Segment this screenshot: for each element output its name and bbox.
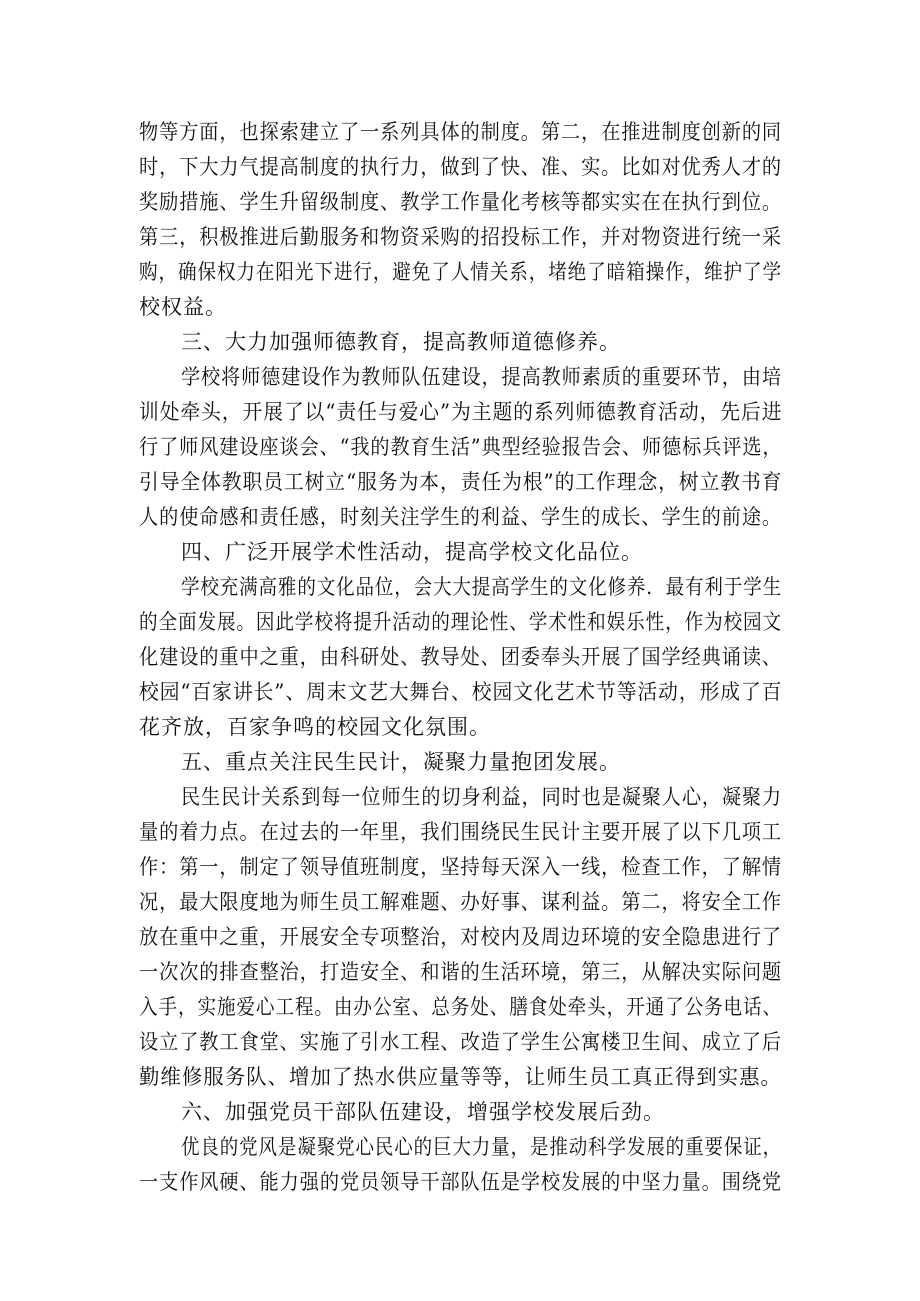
section-heading: 四、广泛开展学术性活动，提高学校文化品位。 — [181, 540, 643, 564]
text-line: 奖励措施、学生升留级制度、教学工作量化考核等都实实在在执行到位。 — [139, 190, 783, 214]
text-line: 放在重中之重，开展安全专项整治，对校内及周边环境的安全隐患进行了 — [139, 925, 783, 949]
text-line: 设立了教工食堂、实施了引水工程、改造了学生公寓楼卫生间、成立了后 — [139, 1030, 783, 1054]
text-line: 行了师风建设座谈会、“我的教育生活”典型经验报告会、师德标兵评选， — [139, 435, 783, 459]
text-line: 购，确保权力在阳光下进行，避免了人情关系，堵绝了暗箱操作，维护了学 — [139, 260, 783, 284]
text-line: 时，下大力气提高制度的执行力，做到了快、准、实。比如对优秀人才的 — [139, 155, 783, 179]
text-line: 校权益。 — [139, 295, 227, 319]
text-line: 况，最大限度地为师生员工解难题、办好事、谋利益。第二，将安全工作 — [139, 890, 783, 914]
text-line: 第三，积极推进后勤服务和物资采购的招投标工作，并对物资进行统一采 — [139, 225, 783, 249]
section-heading: 六、加强党员干部队伍建设，增强学校发展后劲。 — [181, 1100, 665, 1124]
section-heading: 三、大力加强师德教育，提高教师道德修养。 — [181, 330, 621, 354]
text-line: 学校将师德建设作为教师队伍建设，提高教师素质的重要环节，由培 — [181, 365, 782, 389]
text-line: 优良的党风是凝聚党心民心的巨大力量，是推动科学发展的重要保证， — [181, 1135, 782, 1159]
text-line: 花齐放，百家争鸣的校园文化氛围。 — [139, 715, 491, 739]
text-line: 校园“百家讲长”、周末文艺大舞台、校园文化艺术节等活动，形成了百 — [139, 680, 783, 704]
text-line: 人的使命感和责任感，时刻关注学生的利益、学生的成长、学生的前途。 — [139, 505, 783, 529]
text-line: 勤维修服务队、增加了热水供应量等等，让师生员工真正得到实惠。 — [139, 1065, 782, 1089]
text-line: 学校充满高雅的文化品位，会大大提高学生的文化修养．最有利于学生 — [181, 575, 782, 599]
text-line: 一次次的排查整治，打造安全、和谐的生活环境，第三，从解决实际问题 — [139, 960, 783, 984]
text-line: 训处牵头，开展了以“责任与爱心”为主题的系列师德教育活动，先后进 — [139, 400, 783, 424]
section-heading: 五、重点关注民生民计，凝聚力量抱团发展。 — [181, 750, 621, 774]
text-line: 引导全体教职员工树立“服务为本，责任为根”的工作理念，树立教书育 — [139, 470, 783, 494]
text-line: 物等方面，也探索建立了一系列具体的制度。第二，在推进制度创新的同 — [139, 120, 783, 144]
text-line: 入手，实施爱心工程。由办公室、总务处、膳食处牵头，开通了公务电话、 — [139, 995, 783, 1019]
text-line: 的全面发展。因此学校将提升活动的理论性、学术性和娱乐性，作为校园文 — [139, 610, 783, 634]
text-line: 化建设的重中之重，由科研处、教导处、团委奉头开展了国学经典诵读、 — [139, 645, 783, 669]
text-line: 作：第一，制定了领导值班制度，坚持每天深入一线，检查工作，了解情 — [139, 855, 783, 879]
text-line: 一支作风硬、能力强的党员领导干部队伍是学校发展的中坚力量。围绕党 — [139, 1170, 783, 1194]
text-line: 量的着力点。在过去的一年里，我们围绕民生民计主要开展了以下几项工 — [139, 820, 783, 844]
text-line: 民生民计关系到每一位师生的切身利益，同时也是凝聚人心，凝聚力 — [181, 785, 782, 809]
